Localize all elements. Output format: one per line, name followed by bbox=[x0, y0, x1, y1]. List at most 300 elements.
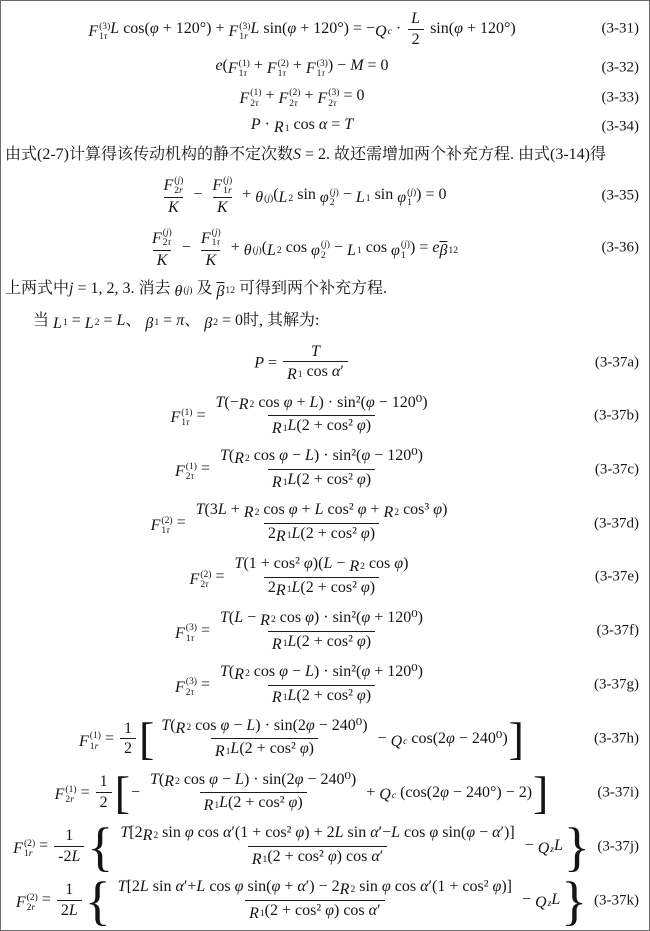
math-run: π bbox=[176, 311, 185, 329]
fraction bbox=[216, 446, 427, 493]
math-run: F bbox=[174, 678, 185, 696]
math-run: (2 + bbox=[264, 902, 296, 920]
math-run: + bbox=[300, 86, 318, 104]
math-run: cos bbox=[326, 417, 349, 435]
math-run bbox=[196, 501, 244, 518]
math-run: T bbox=[310, 342, 320, 360]
math-run bbox=[77, 784, 94, 801]
fraction-denominator bbox=[268, 685, 375, 709]
fraction-numerator bbox=[216, 446, 427, 469]
math-run: 2 bbox=[289, 97, 295, 109]
math-run: L bbox=[196, 878, 206, 896]
math-run: 1 bbox=[286, 530, 292, 542]
scripted-symbol bbox=[190, 570, 212, 591]
text-paragraph-5 bbox=[5, 144, 645, 166]
math-run: (2 + bbox=[228, 794, 259, 812]
math-run: (1) bbox=[250, 87, 262, 99]
math-run: 1 bbox=[65, 881, 74, 899]
subscript bbox=[186, 688, 194, 698]
script-stack bbox=[321, 240, 330, 261]
math-run: 1 bbox=[161, 525, 167, 537]
equation-content bbox=[175, 662, 475, 709]
math-run: e bbox=[432, 238, 440, 256]
math-run: 1 bbox=[297, 368, 303, 380]
math-run: ( bbox=[264, 192, 268, 204]
symbol-base bbox=[347, 242, 356, 260]
fraction bbox=[208, 173, 236, 218]
math-run: R bbox=[271, 689, 282, 707]
symbol-base bbox=[249, 905, 259, 923]
math-run: β bbox=[145, 314, 154, 332]
scripted-symbol bbox=[379, 786, 396, 804]
script-stack bbox=[250, 88, 261, 109]
math-run: R bbox=[271, 635, 282, 653]
math-run bbox=[217, 199, 228, 216]
math-run bbox=[68, 312, 85, 329]
math-run: 可得到两个补充方程. bbox=[235, 280, 388, 298]
math-run: cos bbox=[258, 794, 280, 812]
math-run: R bbox=[142, 827, 153, 845]
math-run: φ bbox=[327, 848, 337, 866]
math-run: T bbox=[120, 824, 130, 842]
symbol-base bbox=[175, 679, 185, 697]
math-run: c bbox=[403, 736, 408, 748]
math-run: (3 bbox=[204, 501, 218, 519]
math-run bbox=[100, 773, 108, 790]
math-run: T bbox=[234, 555, 244, 573]
math-run: ) = 0 bbox=[416, 186, 447, 204]
fraction-denominator bbox=[96, 792, 112, 813]
fraction-denominator bbox=[264, 577, 379, 601]
math-run: 由式(2-7)计算得该传动机构的静不定次数 bbox=[5, 146, 293, 164]
math-run bbox=[58, 848, 80, 865]
fraction-numerator bbox=[211, 393, 431, 416]
math-run: sin bbox=[332, 608, 352, 626]
math-run: τ bbox=[190, 471, 194, 483]
symbol-base bbox=[212, 177, 222, 195]
math-run bbox=[518, 891, 535, 908]
math-run: ( bbox=[211, 227, 215, 239]
equation-3-37j bbox=[5, 816, 645, 877]
math-run: L bbox=[323, 555, 333, 573]
scripted-symbol bbox=[79, 731, 101, 752]
math-run: φ bbox=[325, 902, 334, 920]
symbol-base bbox=[391, 242, 400, 260]
math-run: = bbox=[196, 675, 214, 693]
equation-3-35 bbox=[5, 173, 645, 218]
math-run: sin bbox=[262, 770, 282, 788]
math-run: φ bbox=[440, 783, 449, 801]
math-run: 1 bbox=[316, 67, 322, 79]
scripted-symbol bbox=[88, 22, 110, 43]
scripted-symbol bbox=[311, 240, 330, 261]
symbol-base bbox=[272, 474, 282, 492]
symbol-base bbox=[216, 281, 224, 303]
scripted-symbol bbox=[318, 88, 340, 109]
math-run bbox=[282, 239, 311, 256]
math-run: φ bbox=[295, 824, 305, 842]
math-run: cos bbox=[343, 902, 365, 920]
math-run bbox=[191, 717, 367, 734]
scripted-symbol bbox=[215, 743, 231, 761]
equation-content bbox=[88, 9, 561, 50]
math-run: 1 bbox=[277, 67, 283, 79]
math-run bbox=[254, 394, 427, 411]
math-run: ) · bbox=[313, 447, 333, 465]
math-run: j bbox=[324, 239, 327, 251]
subscript bbox=[407, 198, 412, 208]
math-run: − bbox=[287, 447, 306, 465]
math-run: 2 bbox=[254, 506, 260, 518]
math-run: L bbox=[305, 447, 314, 465]
math-run: − bbox=[338, 186, 356, 204]
math-run: r bbox=[70, 794, 74, 806]
math-run: L bbox=[347, 241, 356, 259]
math-run: (2 + bbox=[267, 848, 298, 866]
math-run: + bbox=[226, 238, 244, 256]
scripted-symbol bbox=[234, 666, 250, 684]
math-run: L bbox=[217, 501, 227, 519]
subscript bbox=[321, 251, 326, 261]
math-run bbox=[290, 116, 354, 133]
math-run: ) · bbox=[313, 662, 333, 680]
math-run bbox=[65, 827, 73, 844]
math-run: φ bbox=[288, 501, 298, 519]
math-run: 2 bbox=[411, 30, 420, 48]
math-run: (2) bbox=[23, 837, 36, 849]
scripted-symbol bbox=[272, 689, 288, 707]
math-run bbox=[215, 394, 238, 411]
math-run bbox=[371, 186, 398, 203]
math-run: F bbox=[174, 624, 185, 642]
math-run: φ bbox=[149, 20, 159, 38]
symbol-base bbox=[143, 827, 153, 845]
math-run: ( bbox=[273, 186, 279, 204]
symbol-base bbox=[340, 881, 350, 899]
math-run: 2 bbox=[162, 237, 168, 249]
math-run: 2 bbox=[270, 614, 276, 626]
math-run: sin bbox=[430, 20, 449, 38]
scripted-symbol bbox=[175, 623, 197, 644]
math-run: φ bbox=[356, 632, 366, 650]
equation-number: (3-37f) bbox=[596, 622, 639, 639]
math-run: 及 bbox=[192, 280, 217, 298]
math-run bbox=[150, 771, 164, 788]
math-run: cos bbox=[405, 783, 427, 801]
fraction-denominator bbox=[54, 846, 84, 867]
equation-3-33 bbox=[5, 87, 645, 109]
math-run: τ bbox=[321, 67, 325, 79]
subscript bbox=[27, 903, 36, 913]
scripted-symbol bbox=[397, 188, 416, 209]
math-run: L bbox=[84, 314, 94, 332]
math-run: c bbox=[391, 789, 397, 801]
math-run: R bbox=[349, 557, 360, 575]
math-run: α bbox=[370, 824, 379, 842]
math-run: · bbox=[260, 116, 274, 134]
equation-content bbox=[170, 393, 479, 440]
equation-3-37e bbox=[5, 554, 645, 601]
math-run: 1 bbox=[223, 185, 228, 197]
math-run: L bbox=[68, 902, 78, 920]
math-run: − bbox=[332, 555, 350, 573]
scripted-symbol bbox=[151, 516, 173, 537]
math-run: ( bbox=[223, 174, 227, 186]
equation-number: (3-37b) bbox=[594, 407, 639, 424]
math-run: cos bbox=[327, 501, 349, 519]
math-run: 2 bbox=[329, 197, 335, 209]
math-run bbox=[220, 609, 260, 626]
math-run: cos bbox=[404, 824, 426, 842]
math-run: τ bbox=[186, 417, 190, 429]
math-run: F bbox=[54, 786, 65, 804]
math-run: 1 bbox=[282, 638, 288, 650]
math-run: ²( bbox=[351, 447, 362, 465]
math-run: τ bbox=[216, 237, 220, 249]
math-run bbox=[300, 87, 317, 104]
scripted-symbol bbox=[384, 504, 400, 522]
equation-3-37i bbox=[5, 766, 645, 818]
math-run: + bbox=[226, 501, 244, 519]
fraction-numerator bbox=[159, 173, 187, 197]
symbol-base bbox=[228, 23, 238, 41]
symbol-base bbox=[234, 666, 244, 684]
fraction-numerator bbox=[148, 226, 176, 250]
math-run: − bbox=[373, 729, 391, 747]
scripted-symbol bbox=[175, 462, 197, 483]
equation-3-31 bbox=[5, 9, 645, 50]
math-run: 2 bbox=[213, 316, 218, 328]
math-run: φ bbox=[361, 662, 371, 680]
math-run: φ bbox=[394, 555, 404, 573]
math-run bbox=[250, 663, 423, 680]
symbol-base bbox=[276, 582, 286, 600]
math-run: ² bbox=[319, 848, 328, 866]
math-run: R bbox=[203, 797, 214, 815]
math-run: R bbox=[234, 450, 244, 468]
math-run bbox=[197, 622, 214, 639]
math-run: cos bbox=[269, 740, 292, 758]
math-run: F bbox=[317, 89, 328, 107]
math-run: ) + 2 bbox=[304, 824, 335, 842]
symbol-base bbox=[260, 612, 270, 630]
fraction-numerator bbox=[407, 9, 424, 29]
math-run: ) bbox=[365, 417, 372, 435]
text-content bbox=[5, 280, 388, 300]
scripted-symbol bbox=[276, 582, 292, 600]
symbol-base bbox=[170, 409, 180, 427]
math-run: φ bbox=[234, 878, 244, 896]
math-run: + 120⁰) bbox=[370, 608, 423, 626]
equation-number: (3-37a) bbox=[594, 354, 639, 371]
math-run: 2 bbox=[174, 185, 180, 197]
math-run: φ bbox=[361, 608, 371, 626]
math-run: R bbox=[175, 719, 186, 737]
fraction bbox=[197, 226, 225, 271]
math-run: F bbox=[88, 22, 99, 40]
math-run: ) bbox=[180, 174, 184, 186]
math-run: 1 bbox=[225, 745, 231, 757]
math-run: 、 bbox=[184, 311, 205, 329]
math-run: ) bbox=[308, 740, 314, 758]
math-run: + bbox=[261, 86, 279, 104]
subscript bbox=[239, 32, 248, 42]
math-run: 1 bbox=[282, 476, 288, 488]
subscript bbox=[90, 742, 99, 752]
equation-3-32 bbox=[5, 57, 645, 79]
math-run bbox=[219, 794, 303, 811]
math-run bbox=[265, 902, 381, 919]
math-run: $\overline{\beta}$ bbox=[216, 282, 225, 300]
math-run bbox=[412, 31, 420, 48]
math-run: R bbox=[243, 504, 254, 522]
symbol-base bbox=[279, 189, 288, 207]
math-run bbox=[292, 579, 376, 596]
math-run: φ bbox=[365, 393, 375, 411]
math-run: φ bbox=[360, 525, 370, 543]
scripted-symbol bbox=[255, 189, 273, 207]
math-run: L bbox=[411, 10, 421, 27]
scripted-symbol bbox=[272, 474, 288, 492]
math-run: τ bbox=[333, 97, 337, 109]
math-run: cos bbox=[330, 525, 353, 543]
math-run bbox=[303, 363, 344, 380]
math-run bbox=[268, 579, 276, 596]
symbol-base bbox=[252, 851, 262, 869]
math-run: − bbox=[520, 837, 538, 855]
math-run: (2 bbox=[292, 716, 306, 734]
math-run: = 0 bbox=[339, 86, 365, 104]
math-run: α bbox=[371, 848, 380, 866]
math-run: 1 bbox=[181, 417, 187, 429]
math-run: R bbox=[271, 420, 282, 438]
equation-3-37g bbox=[5, 662, 645, 709]
scripted-symbol bbox=[267, 59, 289, 80]
math-run: 2 bbox=[60, 902, 69, 920]
scripted-symbol bbox=[16, 893, 38, 914]
math-run: F bbox=[170, 409, 181, 427]
math-run: cos bbox=[253, 662, 276, 680]
symbol-base bbox=[267, 60, 277, 78]
symbol-base bbox=[318, 90, 328, 108]
math-run: ² bbox=[348, 417, 357, 435]
math-run: = 0 bbox=[363, 57, 389, 75]
math-run: φ bbox=[319, 189, 329, 207]
math-run: 2 bbox=[394, 506, 400, 518]
equation-content bbox=[240, 87, 411, 109]
symbol-base bbox=[272, 636, 282, 654]
math-run: φ bbox=[305, 608, 314, 626]
script-stack bbox=[186, 623, 197, 644]
math-run: sin bbox=[247, 878, 267, 896]
subscript bbox=[223, 186, 232, 196]
fraction-denominator bbox=[211, 738, 318, 762]
math-run: φ bbox=[446, 729, 455, 747]
math-run: (2 + bbox=[296, 632, 327, 650]
math-run: cos bbox=[295, 902, 317, 920]
math-run: S bbox=[293, 146, 301, 164]
math-run: θ bbox=[174, 282, 183, 300]
equation-content bbox=[13, 816, 637, 877]
math-run: (2 bbox=[281, 770, 295, 788]
math-run: F bbox=[78, 732, 89, 750]
scripted-symbol bbox=[228, 59, 250, 80]
math-run: (2 + bbox=[300, 525, 331, 543]
fraction-denominator bbox=[283, 361, 348, 385]
symbol-base bbox=[397, 189, 406, 207]
symbol-base bbox=[175, 625, 185, 643]
symbol-base bbox=[287, 366, 297, 384]
symbol-base bbox=[240, 90, 250, 108]
symbol-base bbox=[272, 420, 282, 438]
symbol-base bbox=[538, 840, 550, 858]
math-run: − 240°) − 2) bbox=[448, 783, 533, 801]
symbol-base bbox=[311, 242, 320, 260]
math-run: ) bbox=[326, 239, 330, 251]
math-run: (− bbox=[224, 393, 239, 411]
math-run bbox=[215, 57, 227, 74]
scripted-symbol bbox=[260, 612, 276, 630]
symbol-base bbox=[152, 230, 162, 248]
math-run: 1 bbox=[365, 192, 371, 204]
math-run: R bbox=[260, 611, 270, 629]
script-stack bbox=[212, 228, 221, 249]
scripted-symbol bbox=[13, 839, 35, 860]
math-run bbox=[339, 186, 356, 203]
fraction-denominator bbox=[408, 29, 424, 50]
subscript bbox=[24, 849, 33, 859]
math-run: ) − bbox=[327, 57, 351, 75]
script-stack bbox=[27, 893, 38, 914]
math-run: ² bbox=[348, 501, 358, 519]
math-run: R bbox=[273, 119, 284, 137]
math-run: z bbox=[547, 897, 552, 909]
math-run: φ bbox=[288, 794, 298, 812]
math-run: = bbox=[327, 116, 345, 134]
math-run bbox=[287, 633, 371, 650]
math-run: (2 + bbox=[300, 578, 331, 596]
math-run: sin bbox=[332, 662, 352, 680]
math-run bbox=[362, 784, 379, 801]
math-run: j bbox=[69, 280, 74, 298]
symbol-base bbox=[176, 720, 186, 738]
math-run bbox=[197, 460, 214, 477]
math-run: 2 bbox=[123, 740, 132, 758]
math-run: sin bbox=[442, 824, 461, 842]
math-run: φ bbox=[279, 447, 288, 465]
math-run: + bbox=[366, 501, 384, 519]
math-run: (3) bbox=[99, 20, 111, 32]
math-run: ² bbox=[483, 878, 493, 896]
script-stack bbox=[24, 839, 35, 860]
math-run: α bbox=[223, 824, 232, 842]
math-run: (2 bbox=[432, 729, 447, 747]
symbol-base bbox=[391, 733, 403, 751]
fraction-numerator bbox=[96, 772, 112, 792]
math-run: φ bbox=[283, 393, 293, 411]
math-run: + bbox=[238, 186, 256, 204]
fraction bbox=[157, 716, 371, 763]
bracket: [ bbox=[114, 766, 130, 818]
math-run: τ bbox=[103, 30, 108, 42]
math-run: τ bbox=[205, 578, 209, 590]
math-run: φ bbox=[294, 770, 304, 788]
equation-3-37b bbox=[5, 393, 645, 440]
math-run: 2 bbox=[26, 902, 32, 914]
math-run: (2 + bbox=[296, 417, 327, 435]
math-run bbox=[551, 891, 560, 908]
symbol-base bbox=[228, 60, 238, 78]
